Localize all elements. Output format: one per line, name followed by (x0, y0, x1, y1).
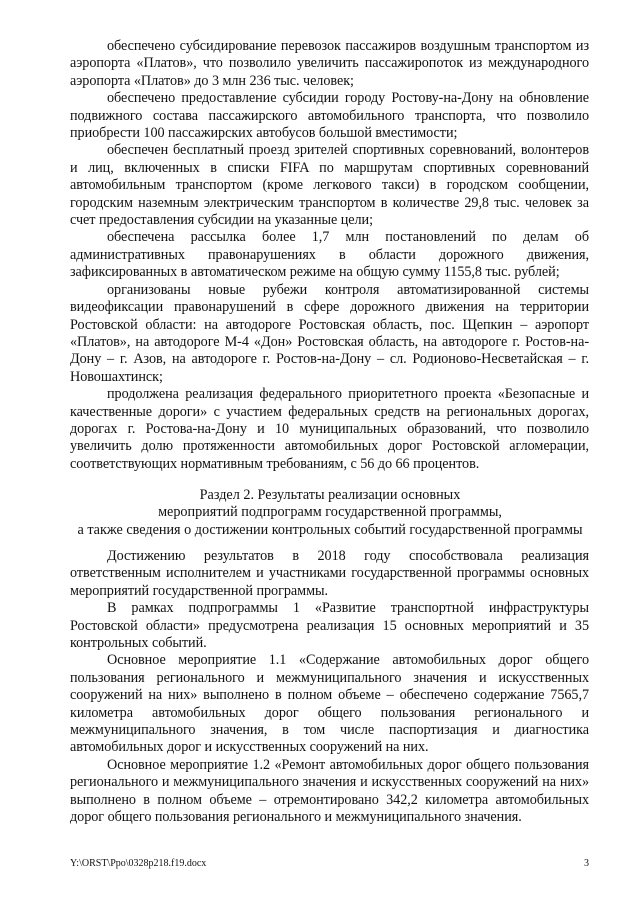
paragraph-video-control: организованы новые рубежи контроля автоматизированной системы видеофиксации правонарушений в сфере дорожного движения на территории Ростовской области: на автодороге Ростовская область, пос. Щепкин – аэропорт «Платов», на автодороге М-4 «Дон» Ростовская область, на автодороге г. Ростов-на-Дону – г. Азов, на автодороге г. Ростов-на-Дону – сл. Родионово-Несветайская – г. Новошахтинск; (70, 281, 589, 385)
paragraph-results-intro: Достижению результатов в 2018 году способствовала реализация ответственным исполнителем и участниками государственной программы основных мероприятий государственной программы. (70, 548, 589, 599)
paragraph-subprogram-1: В рамках подпрограммы 1 «Развитие транспортной инфраструктуры Ростовской области» предусмотрена реализация 15 основных мероприятий и 35 контрольных событий. (70, 600, 589, 652)
section-heading-line-2: мероприятий подпрограмм государственной программы, (158, 504, 502, 521)
footer-file-path: Y:\ORST\Ppo\0328p218.f19.docx (70, 858, 207, 869)
section-heading-line-3: а также сведения о достижении контрольных событий государственной программы (77, 521, 583, 538)
paragraph-bus-renewal: обеспечено предоставление субсидии городу Ростову-на-Дону на обновление подвижного состава пассажирского автомобильного транспорта, что позволило приобрести 100 пассажирских автобусов большой вместимости; (70, 90, 589, 142)
paragraph-measure-1-1: Основное мероприятие 1.1 «Содержание автомобильных дорог общего пользования регионального и межмуниципального значения и искусственных сооружений на них» выполнено в полном объеме – обеспечено содержание 7565,7 километра автомобильных дорог общего пользования регионального и межмуниципального значения, в том числе паспортизация и диагностика автомобильных дорог и искусственных сооружений на них. (70, 652, 589, 756)
section-heading-line-1: Раздел 2. Результаты реализации основных (199, 487, 461, 503)
paragraph-air-subsidy: обеспечено субсидирование перевозок пассажиров воздушным транспортом из аэропорта «Платов», что позволило увеличить пассажиропоток из международного аэропорта «Платов» до 3 млн 236 тыс. человек; (70, 38, 589, 89)
paragraph-violation-notices: обеспечена рассылка более 1,7 млн постановлений по делам об административных правонарушениях в области дорожного движения, зафиксированных в автоматическом режиме на общую сумму 1155,8 тыс. рублей; (70, 229, 589, 281)
page-number: 3 (584, 858, 589, 869)
paragraph-safe-roads-project: продолжена реализация федерального приоритетного проекта «Безопасные и качественные дороги» с участием федеральных средств на региональных дорогах, дорогах г. Ростова-на-Дону и 10 муниципальных образований, что позволило увеличить долю протяженности автомобильных дорог Ростовской агломерации, соответствующих нормативным требованиям, с 56 до 66 процентов. (70, 386, 589, 472)
paragraph-free-transport-fifa: обеспечен бесплатный проезд зрителей спортивных соревнований, волонтеров и лиц, включенных в списки FIFA по маршрутам спортивных соревнований автомобильным транспортом (кроме легкового такси) в городском сообщении, городским наземным электрическим транспортом в количестве 29,8 тыс. человек за счет предоставления субсидии на указанные цели; (70, 142, 589, 229)
results-list (70, 38, 589, 473)
section-heading (60, 487, 600, 539)
section-body (70, 548, 589, 827)
paragraph-measure-1-2: Основное мероприятие 1.2 «Ремонт автомобильных дорог общего пользования регионального и межмуниципального значения и искусственных сооружений на них» выполнено в полном объеме – отремонтировано 342,2 километра автомобильных дорог общего пользования регионального и межмуниципального значения. (70, 756, 589, 826)
